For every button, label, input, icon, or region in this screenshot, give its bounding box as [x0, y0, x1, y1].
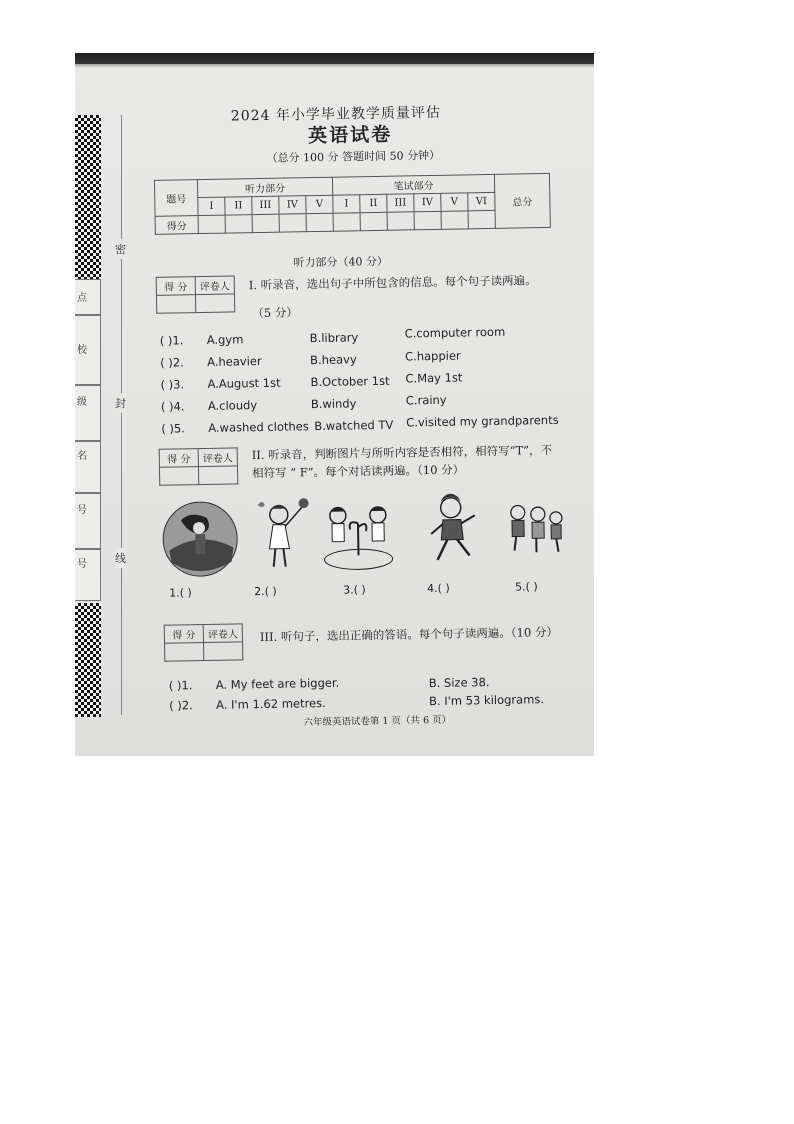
part1-q5-option-b: B.watched TV: [314, 417, 394, 434]
score-cell: [306, 213, 333, 231]
score-cell: [225, 215, 252, 233]
score-table-listening: 听力部分: [197, 177, 332, 197]
grader-reviewer-label: 评卷人: [198, 448, 237, 467]
score-col-heading: I: [333, 195, 360, 213]
grader-reviewer-label: 评卷人: [195, 276, 234, 295]
part1-q2-number: ( )2.: [160, 355, 184, 370]
exam-photo: [75, 53, 594, 756]
part2-answer-2: 2.( ): [254, 584, 277, 599]
listening-section-heading: 听力部分（40 分）: [293, 254, 389, 270]
grader-reviewer-cell: [204, 642, 243, 661]
score-col-heading: VI: [468, 192, 495, 210]
score-col-heading: II: [225, 197, 252, 215]
part3-q2-option-b: B. I'm 53 kilograms.: [428, 692, 545, 709]
exam-main-title: 英语试卷: [308, 123, 393, 148]
grader-score-cell: [159, 467, 198, 486]
grader-reviewer-cell: [195, 294, 234, 313]
picture-3-kids-planting-tree: [317, 493, 398, 574]
score-cell: [279, 214, 306, 232]
binding-label: 号: [77, 505, 87, 516]
part1-q4-option-a: A.cloudy: [207, 398, 258, 413]
grader-score-cell: [156, 295, 195, 314]
score-cell: [252, 214, 279, 232]
score-table-total: [494, 173, 550, 228]
score-col-heading: III: [252, 196, 279, 214]
grader-score-label: 得 分: [159, 449, 198, 468]
exam-content: [75, 53, 594, 756]
score-cell: [414, 211, 441, 229]
part1-q4-number: ( )4.: [160, 399, 185, 414]
picture-2-girl-with-flower: [252, 494, 313, 573]
part1-q5-option-a: A.washed clothes: [208, 419, 309, 435]
score-table-label-score: 得分: [155, 216, 198, 235]
part1-q1-option-c: C.computer room: [404, 324, 506, 341]
part1-q3-number: ( )3.: [160, 377, 185, 392]
score-table-total-label: 总分: [512, 197, 533, 209]
grader-score-cell: [165, 643, 204, 662]
part1-q3-option-a: A.August 1st: [207, 375, 281, 391]
part2-answer-3: 3.( ): [343, 583, 366, 597]
binding-label: 点: [77, 293, 87, 304]
score-cell: [441, 211, 468, 229]
part3-q1-option-a: A. My feet are bigger.: [215, 675, 340, 692]
part3-q2-option-a: A. I'm 1.62 metres.: [215, 695, 326, 712]
part1-q4-option-c: C.rainy: [405, 392, 447, 408]
part2-instruction-line2: 相符写 “ F”。每个对话读两遍。（10 分）: [251, 462, 465, 481]
binding-label: 级: [77, 397, 87, 408]
grader-box-part1: [156, 275, 236, 313]
part2-instruction-line1: II. 听录音，判断图片与所听内容是否相符，相符写“T”，不: [251, 442, 553, 463]
score-col-heading: III: [387, 194, 414, 212]
part1-q1-number: ( )1.: [159, 333, 184, 348]
part1-points: （5 分）: [252, 305, 298, 321]
score-col-heading: I: [198, 197, 225, 215]
score-col-heading: V: [306, 195, 333, 213]
exam-year-title: 2024 年小学毕业教学质量评估: [230, 104, 442, 125]
binding-mark-close: 封: [115, 393, 126, 413]
score-col-heading: IV: [414, 193, 441, 211]
score-cell: [198, 215, 225, 233]
part1-q3-option-c: C.May 1st: [405, 370, 463, 386]
score-cell: [387, 212, 414, 230]
score-cell: [360, 212, 387, 230]
binding-label: 号: [77, 559, 87, 570]
part1-instruction: I. 听录音，选出句子中所包含的信息。每个句子读两遍。: [248, 273, 537, 293]
part2-answer-4: 4.( ): [427, 581, 450, 596]
grader-box-part2: [159, 447, 239, 485]
part1-q3-option-b: B.October 1st: [310, 373, 390, 390]
part1-q1-option-a: A.gym: [206, 332, 244, 347]
page-footer: 六年级英语试卷第 1 页（共 6 页）: [303, 714, 452, 729]
part1-q2-option-b: B.heavy: [309, 352, 357, 368]
binding-label: 名: [77, 451, 87, 462]
part2-answer-5: 5.( ): [514, 580, 538, 594]
score-table-label-title: 题号: [154, 180, 198, 217]
score-cell: [333, 213, 360, 231]
binding-mark-line: 线: [115, 548, 126, 568]
grader-score-label: 得 分: [164, 625, 203, 644]
picture-1-girl-in-park: [161, 499, 240, 578]
score-col-heading: IV: [279, 196, 306, 214]
score-cell: [468, 210, 495, 228]
part1-q4-option-b: B.windy: [310, 396, 357, 412]
score-col-heading: V: [441, 193, 468, 211]
score-table: [154, 173, 551, 235]
grader-score-label: 得 分: [156, 277, 195, 296]
part1-q5-number: ( )5.: [161, 421, 186, 436]
picture-5-kids-walking: [506, 498, 571, 559]
part1-q2-option-a: A.heavier: [207, 353, 262, 369]
part1-q1-option-b: B.library: [309, 330, 359, 346]
part1-q5-option-c: C.visited my grandparents: [406, 412, 559, 430]
grader-box-part3: [164, 623, 244, 661]
part1-q2-option-c: C.happier: [404, 348, 461, 364]
part3-q1-number: ( )1.: [168, 678, 193, 693]
binding-mark-seal: 密: [115, 239, 126, 259]
score-col-heading: II: [360, 194, 387, 212]
score-table-writing: 笔试部分: [332, 174, 494, 195]
part3-q2-number: ( )2.: [169, 698, 193, 713]
picture-4-child-running: [422, 489, 483, 570]
part2-answer-1: 1.( ): [169, 586, 192, 600]
grader-reviewer-label: 评卷人: [203, 624, 242, 643]
exam-subtitle: （总分 100 分 答题时间 50 分钟）: [266, 148, 441, 165]
part3-instruction: III. 听句子，选出正确的答语。每个句子读两遍。（10 分）: [259, 624, 559, 645]
binding-label: 校: [77, 345, 87, 356]
grader-reviewer-cell: [198, 466, 237, 485]
part3-q1-option-b: B. Size 38.: [428, 675, 490, 691]
